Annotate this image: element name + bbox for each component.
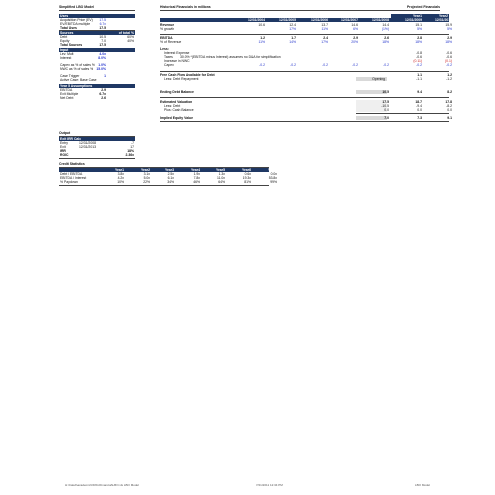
equity-underline bbox=[160, 121, 449, 122]
credit-row-value: 64% bbox=[218, 180, 225, 184]
credit-row-label: % Paydown bbox=[60, 180, 78, 184]
uses-row-value: 6.7x bbox=[99, 22, 106, 26]
credit-row-value: 53.8x bbox=[268, 176, 277, 180]
ebitda-value: 2.8 bbox=[417, 36, 422, 40]
sources-row-pct: 60% bbox=[127, 35, 134, 39]
input-row-label: Active Case: Base Case bbox=[60, 78, 97, 82]
credit-row-value: 6.1x bbox=[167, 176, 174, 180]
uses-row-value: 17.5 bbox=[99, 18, 106, 22]
capex-value: -0.2 bbox=[322, 63, 328, 67]
ebitda-label: EBITDA bbox=[160, 36, 173, 40]
credit-row-value: 11.0x bbox=[216, 176, 225, 180]
sources-row-label: Total Sources bbox=[60, 43, 83, 47]
sources-row-value: 10.5 bbox=[99, 35, 106, 39]
sources-row-value: 17.5 bbox=[99, 43, 106, 47]
estimated-valuation-value: 18.7 bbox=[415, 100, 422, 104]
title-underline bbox=[59, 10, 135, 11]
output-row-value: 18% bbox=[127, 149, 134, 153]
ebitda-margin-label: % of Revenue bbox=[160, 40, 182, 44]
taxes-note: 30.0% *(EBITDA minus Interest) assumes no D&A for simplification bbox=[180, 55, 281, 59]
revenue-value: 13.7 bbox=[321, 23, 328, 27]
credit-year-header: Year7 bbox=[267, 168, 277, 172]
nwc-label: Increase in NWC bbox=[164, 59, 190, 63]
ending-debt-label: Ending Debt Balance bbox=[160, 90, 194, 94]
implied-equity-value: 7.3 bbox=[417, 116, 422, 120]
ebitda-margin-value: 18% bbox=[445, 40, 452, 44]
sources-row-label: Equity bbox=[60, 39, 70, 43]
exit-assumptions-header: Year 5 Assumptions bbox=[60, 84, 93, 88]
fcf-value: 1.2 bbox=[447, 73, 452, 77]
estimated-valuation-value: 17.8 bbox=[445, 100, 452, 104]
ebitda-margin-value: 18% bbox=[415, 40, 422, 44]
input-row-value: 1.0% bbox=[98, 63, 106, 67]
uses-header: Uses bbox=[60, 14, 69, 18]
credit-row-value: 4.2x bbox=[117, 176, 124, 180]
output-row-label: Entry bbox=[60, 141, 68, 145]
credit-row-value: 46% bbox=[193, 180, 200, 184]
growth-value: (1%) bbox=[381, 27, 389, 31]
valuation-divider bbox=[160, 97, 449, 98]
revenue-value: 15.1 bbox=[415, 23, 422, 27]
equity-divider bbox=[356, 113, 449, 114]
plus-cash-label: Plus: Cash Balance bbox=[164, 108, 194, 112]
credit-row-value: 5.0x bbox=[143, 176, 150, 180]
fcf-value: 1.1 bbox=[417, 73, 422, 77]
exit-row-label: EBITDA bbox=[60, 88, 73, 92]
year1-label: Year1 bbox=[412, 14, 422, 18]
interest-value: -0.8 bbox=[416, 51, 422, 55]
ending-debt-value: 8.2 bbox=[447, 90, 452, 94]
growth-value: 5% bbox=[447, 27, 452, 31]
less-debt-value: -8.2 bbox=[446, 104, 452, 108]
ebitda-value: 2.9 bbox=[447, 36, 452, 40]
ebitda-value: 1.2 bbox=[260, 36, 265, 40]
revenue-value: 14.4 bbox=[382, 23, 389, 27]
interest-label: Interest Expense bbox=[164, 51, 190, 55]
credit-row-label: Debt / EBITDA bbox=[60, 172, 83, 176]
plus-cash-value: 0.0 bbox=[447, 108, 452, 112]
fcf-label: Free Cash Flow Available for Debt bbox=[160, 73, 215, 77]
estimated-valuation-label: Estimated Valuation bbox=[160, 100, 193, 104]
uses-row-label: EV/EBITDA multiple bbox=[60, 22, 91, 26]
ebitda-value: 2.9 bbox=[353, 36, 358, 40]
nwc-value: (0.1) bbox=[445, 59, 452, 63]
credit-row-value: 2.5x bbox=[167, 172, 174, 176]
credit-row-value: 10% bbox=[117, 180, 124, 184]
credit-row-label: EBITDA / Interest bbox=[60, 176, 87, 180]
capex-value: -0.2 bbox=[352, 63, 358, 67]
model-title: Simplified LBO Model bbox=[59, 5, 95, 9]
sources-header: Sources bbox=[60, 31, 74, 35]
ebitda-value: 2.6 bbox=[384, 36, 389, 40]
irr-calc-header: Exit IRR Calc bbox=[60, 137, 82, 141]
sources-pct-header: of total % bbox=[118, 31, 134, 35]
date-column-header: 12/31/2005 bbox=[279, 18, 296, 22]
fcf-divider bbox=[160, 71, 449, 72]
sources-row-label: Debt bbox=[60, 35, 68, 39]
taxes-value: -0.6 bbox=[446, 55, 452, 59]
plus-cash-value: 0.0 bbox=[417, 108, 422, 112]
revenue-divider bbox=[160, 34, 449, 35]
uses-row-label: Acquisition Price (EV) bbox=[60, 18, 93, 22]
input-row-label: Lev. Mult bbox=[60, 52, 74, 56]
input-row-label: Capex as % of sales % bbox=[60, 63, 95, 67]
capex-value: -0.2 bbox=[383, 63, 389, 67]
credit-year-header: Year1 bbox=[114, 168, 124, 172]
date-column-header: 12/31/2009 bbox=[405, 18, 422, 22]
credit-bottom-line bbox=[59, 185, 269, 186]
capex-label: Capex bbox=[164, 63, 174, 67]
input-row-value: 8.0% bbox=[98, 56, 106, 60]
footer-sheet-name: LBO Model bbox=[415, 483, 431, 487]
credit-stats-title: Credit Statistics bbox=[59, 162, 85, 166]
input-header: Input bbox=[60, 48, 69, 52]
output-row-label: Exit bbox=[60, 145, 66, 149]
debt-repayment-value: -1.1 bbox=[416, 77, 422, 81]
uses-row-value: 17.5 bbox=[99, 26, 106, 30]
ebitda-margin-value: 11% bbox=[258, 40, 265, 44]
revenue-value: 10.6 bbox=[258, 23, 265, 27]
credit-year-header: Year5 bbox=[215, 168, 225, 172]
input-row-label: Interest bbox=[60, 56, 72, 60]
date-column-header: 12/31/2004 bbox=[248, 18, 265, 22]
credit-row-value: 3.1x bbox=[143, 172, 150, 176]
implied-equity-label: Implied Equity Value bbox=[160, 116, 193, 120]
output-bottom-line bbox=[59, 158, 135, 159]
output-row-value: 2.36x bbox=[125, 153, 134, 157]
growth-value: 11% bbox=[321, 27, 328, 31]
growth-value: 17% bbox=[289, 27, 296, 31]
input-row-label: Case Trigger bbox=[60, 74, 80, 78]
credit-year-header: Year6 bbox=[241, 168, 251, 172]
date-column-header: 12/31/2008 bbox=[372, 18, 389, 22]
credit-row-value: 7.8x bbox=[193, 176, 200, 180]
growth-value: 6% bbox=[353, 27, 358, 31]
sources-row-pct: 40% bbox=[127, 39, 134, 43]
revenue-value: 15.9 bbox=[445, 23, 452, 27]
input-row-value: 4.0x bbox=[99, 52, 106, 56]
less-debt-value: -10.5 bbox=[381, 104, 389, 108]
credit-year-header: Year4 bbox=[190, 168, 200, 172]
ebitda-value: 1.7 bbox=[291, 36, 296, 40]
footer-file-path: H:\Caleb\academic\ORIG\Financial\LBO.xls LBO Model bbox=[65, 483, 139, 487]
sources-row-value: 7.0 bbox=[101, 39, 106, 43]
ending-debt-value: 9.4 bbox=[417, 90, 422, 94]
taxes-label: Taxes bbox=[164, 55, 173, 59]
output-row-label: ROIC bbox=[60, 153, 69, 157]
credit-row-value: 19.3x bbox=[242, 176, 251, 180]
output-row-label: IRR bbox=[60, 149, 66, 153]
growth-value: 5% bbox=[417, 27, 422, 31]
uses-row-label: Total Uses bbox=[60, 26, 77, 30]
exit-row-value: 2.9 bbox=[101, 88, 106, 92]
capex-value: -0.2 bbox=[290, 63, 296, 67]
capex-value: -0.2 bbox=[416, 63, 422, 67]
taxes-value: -0.6 bbox=[416, 55, 422, 59]
ebitda-margin-value: 20% bbox=[351, 40, 358, 44]
financials-title: Historical Financials in millions bbox=[160, 5, 211, 9]
nwc-value: (0.11) bbox=[413, 59, 422, 63]
less-label: Less: bbox=[160, 47, 169, 51]
growth-label: % growth bbox=[160, 27, 175, 31]
less-debt-value: -9.4 bbox=[416, 104, 422, 108]
output-row-value: -7 bbox=[130, 141, 134, 145]
date-column-header: 12/31/2010 bbox=[435, 18, 452, 22]
input-row-value: 15.0% bbox=[96, 67, 106, 71]
output-row-value: 17 bbox=[130, 145, 134, 149]
projected-title: Projected Financials bbox=[407, 5, 440, 9]
credit-year-header: Year3 bbox=[164, 168, 174, 172]
less-debt-label: Less: Debt bbox=[164, 104, 181, 108]
interest-value: -0.6 bbox=[446, 51, 452, 55]
date-column-header: 12/31/2006 bbox=[311, 18, 328, 22]
credit-row-value: 1.3x bbox=[218, 172, 225, 176]
debt-repayment-value: -1.2 bbox=[446, 77, 452, 81]
revenue-label: Revenue bbox=[160, 23, 175, 27]
credit-row-value: 3.8x bbox=[117, 172, 124, 176]
year2-label: Year2 bbox=[438, 14, 448, 18]
output-row-date: 12/31/2013 bbox=[79, 145, 96, 149]
implied-equity-value: 7.0 bbox=[384, 116, 389, 120]
exit-row-label: Net Debt bbox=[60, 96, 74, 100]
capex-value: -0.2 bbox=[446, 63, 452, 67]
output-title: Output bbox=[59, 131, 71, 135]
financials-title-underline bbox=[160, 10, 440, 11]
revenue-value: 12.4 bbox=[289, 23, 296, 27]
plus-cash-value: 0.0 bbox=[384, 108, 389, 112]
credit-row-value: 1.9x bbox=[193, 172, 200, 176]
credit-row-value: 22% bbox=[143, 180, 150, 184]
ending-debt-value: 10.5 bbox=[382, 90, 389, 94]
footer-date: 7/21/2011 12:34 PM bbox=[256, 483, 283, 487]
opening-label: Opening bbox=[372, 77, 385, 81]
credit-row-value: 99% bbox=[270, 180, 277, 184]
debt-repayment-label: Less: Debt Repayment bbox=[164, 77, 199, 81]
estimated-valuation-value: 17.5 bbox=[382, 100, 389, 104]
capex-value: -0.2 bbox=[259, 63, 265, 67]
exit-row-label: Exit Multiple bbox=[60, 92, 79, 96]
credit-row-value: 0.6x bbox=[244, 172, 251, 176]
output-row-date: 12/31/2008 bbox=[79, 141, 96, 145]
credit-row-value: 0.0x bbox=[270, 172, 277, 176]
ebitda-margin-value: 17% bbox=[321, 40, 328, 44]
ebitda-margin-value: 18% bbox=[382, 40, 389, 44]
exit-row-value: 6.7x bbox=[99, 92, 106, 96]
implied-equity-value: 9.1 bbox=[447, 116, 452, 120]
input-row-label: NWC as % of sales % bbox=[60, 67, 94, 71]
dates-header-bar bbox=[160, 18, 452, 22]
credit-row-value: 34% bbox=[167, 180, 174, 184]
input-row-value: 1 bbox=[104, 74, 106, 78]
credit-year-header: Year2 bbox=[140, 168, 150, 172]
revenue-value: 14.6 bbox=[351, 23, 358, 27]
ebitda-margin-value: 14% bbox=[289, 40, 296, 44]
ebitda-value: 2.4 bbox=[323, 36, 328, 40]
date-column-header: 12/31/2007 bbox=[341, 18, 358, 22]
exit-row-value: 2.6 bbox=[101, 96, 106, 100]
credit-row-value: 81% bbox=[244, 180, 251, 184]
